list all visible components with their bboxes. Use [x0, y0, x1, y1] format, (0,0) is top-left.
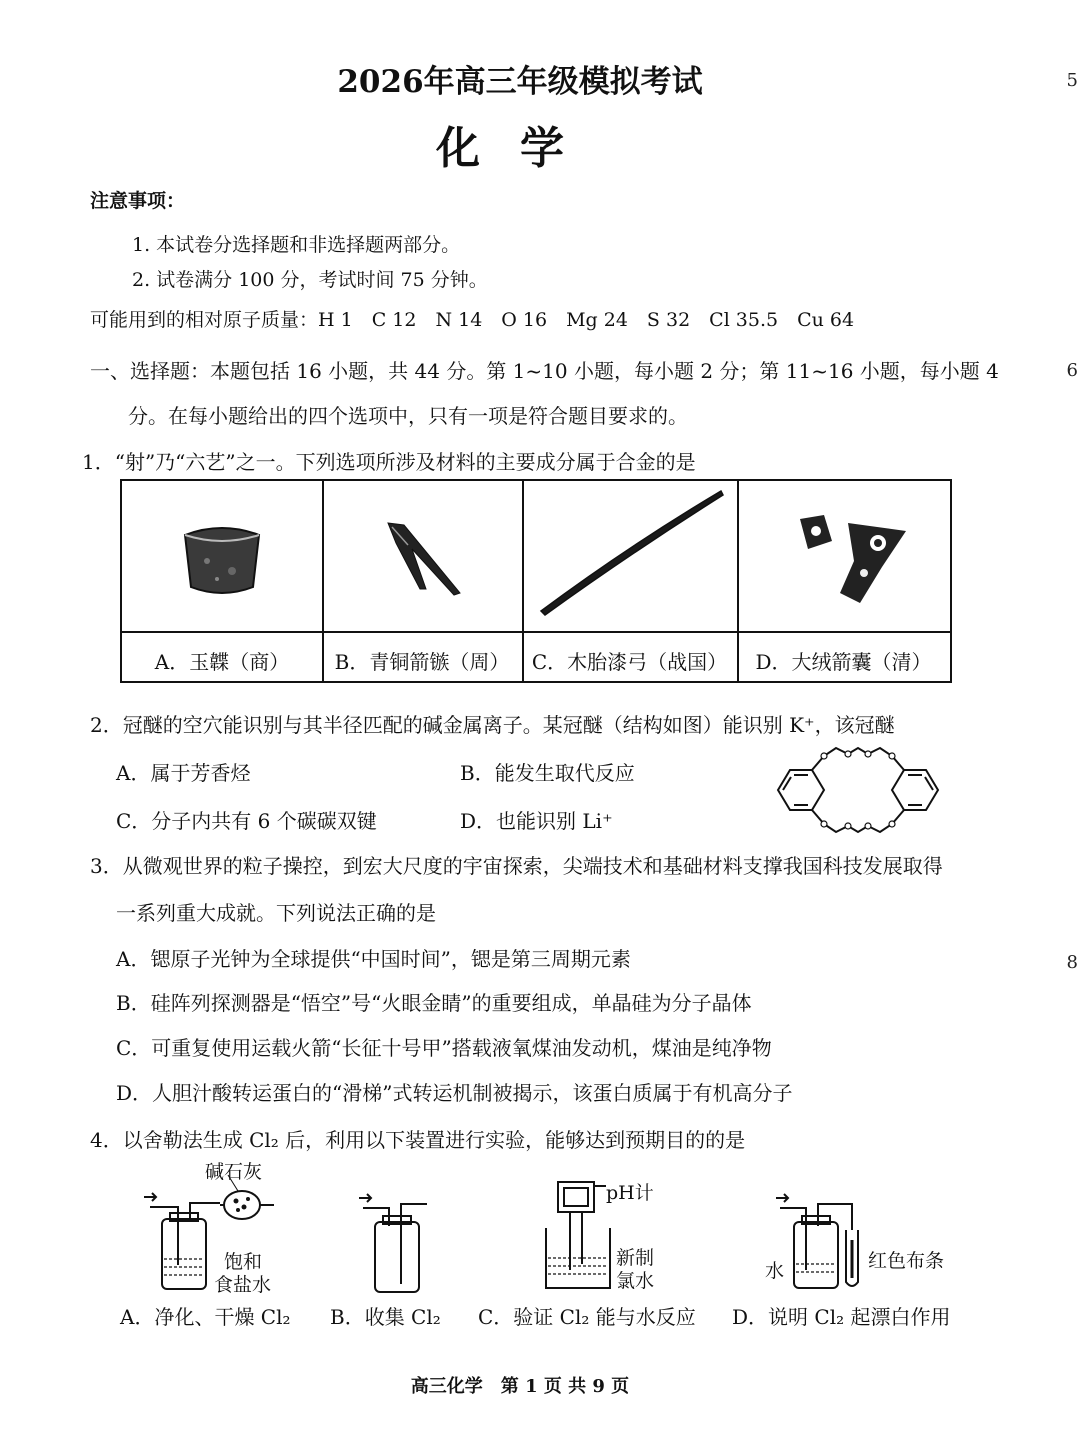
crown-ether-structure — [772, 744, 944, 836]
exam-title: 2026年高三年级模拟考试 — [337, 64, 703, 100]
q2-option-d: D．也能识别 Li⁺ — [460, 809, 613, 833]
lacquer-bow-image — [537, 487, 727, 617]
label-saturated-1: 饱和 — [224, 1251, 263, 1273]
q3-stem-line-1: 3．从微观世界的粒子操控，到宏大尺度的宇宙探索，尖端技术和基础材料支撑我国科技发展取得 — [90, 854, 943, 878]
section-1-line-1: 一、选择题：本题包括 16 小题，共 44 分。第 1~10 小题，每小题 2 分；第 11~16 小题，每小题 4 — [90, 359, 999, 383]
edge-mark-1: 5 — [1066, 70, 1078, 91]
label-fresh-1: 新制 — [616, 1247, 655, 1269]
page-footer: 高三化学 第 1 页 共 9 页 — [410, 1376, 630, 1397]
notes-heading: 注意事项： — [90, 190, 186, 212]
subject-title: 化学 — [436, 123, 604, 174]
q1-option-b: B．青铜箭镞（周） — [334, 650, 510, 674]
q1-option-c: C．木胎漆弓（战国） — [531, 650, 728, 674]
q2-option-c: C．分子内共有 6 个碳碳双键 — [116, 809, 377, 833]
q2-option-b: B．能发生取代反应 — [460, 761, 635, 785]
quiver-image — [794, 511, 914, 606]
label-fresh-2: 氯水 — [616, 1270, 655, 1292]
q3-option-c: C．可重复使用运载火箭“长征十号甲”搭载液氧煤油发动机，煤油是纯净物 — [116, 1036, 772, 1060]
section-1-line-2: 分。在每小题给出的四个选项中，只有一项是符合题目要求的。 — [128, 404, 688, 428]
edge-mark-3: 8 — [1066, 952, 1078, 973]
notes-item-2: 2. 试卷满分 100 分，考试时间 75 分钟。 — [132, 269, 488, 291]
q4-option-b: B．收集 Cl₂ — [330, 1305, 441, 1329]
q3-option-d: D．人胆汁酸转运蛋白的“滑梯”式转运机制被揭示，该蛋白质属于有机高分子 — [116, 1081, 793, 1105]
q4-option-d: D．说明 Cl₂ 起漂白作用 — [732, 1305, 951, 1329]
q1-option-a: A．玉韘（商） — [154, 650, 290, 674]
edge-mark-2: 6 — [1066, 360, 1078, 381]
apparatus-b-gas-collection-bottle — [355, 1190, 445, 1295]
q2-option-a: A．属于芳香烃 — [116, 761, 251, 785]
label-water: 水 — [765, 1260, 785, 1282]
bronze-arrowhead-image — [382, 519, 472, 599]
label-saturated-2: 食盐水 — [214, 1274, 272, 1296]
atomic-masses: 可能用到的相对原子质量：H 1 C 12 N 14 O 16 Mg 24 S 32 Cl 35.5 Cu 64 — [90, 309, 855, 331]
jade-thumb-ring-image — [177, 521, 267, 601]
q1-stem: 1．“射”乃“六艺”之一。下列选项所涉及材料的主要成分属于合金的是 — [82, 450, 696, 474]
apparatus-d-bleaching-test — [772, 1190, 882, 1290]
q2-stem: 2．冠醚的空穴能识别与其半径匹配的碱金属离子。某冠醚（结构如图）能识别 K⁺，该冠醚 — [90, 713, 895, 737]
q4-option-c: C．验证 Cl₂ 能与水反应 — [478, 1305, 696, 1329]
label-red-cloth: 红色布条 — [868, 1250, 945, 1272]
q1-option-table — [120, 479, 952, 683]
q3-option-a: A．锶原子光钟为全球提供“中国时间”，锶是第三周期元素 — [116, 947, 631, 971]
q4-option-a: A．净化、干燥 Cl₂ — [120, 1305, 291, 1329]
q1-option-d: D．大绒箭囊（清） — [755, 650, 932, 674]
label-ph-meter: pH计 — [606, 1182, 654, 1204]
q3-stem-line-2: 一系列重大成就。下列说法正确的是 — [116, 901, 436, 925]
q3-option-b: B．硅阵列探测器是“悟空”号“火眼金睛”的重要组成，单晶硅为分子晶体 — [116, 991, 752, 1015]
notes-item-1: 1. 本试卷分选择题和非选择题两部分。 — [132, 234, 461, 256]
label-soda-lime: 碱石灰 — [205, 1161, 263, 1183]
q4-stem: 4．以舍勒法生成 Cl₂ 后，利用以下装置进行实验，能够达到预期目的的是 — [90, 1128, 746, 1152]
